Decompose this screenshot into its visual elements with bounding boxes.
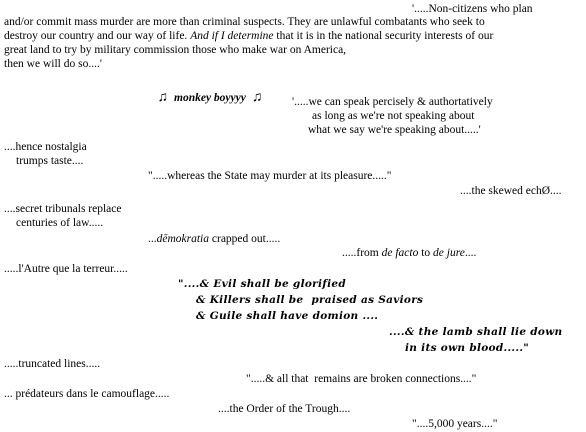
quote-line-3-end: that it is in the national security interests of our (273, 30, 494, 42)
line-demokratia (148, 233, 280, 246)
quote-line-3-start: destroy our country and our way of life. (4, 30, 191, 42)
line-de-facto (342, 247, 476, 260)
gothic-line-5: in its own blood....." (405, 342, 530, 354)
de-jure-word: de jure (433, 247, 465, 259)
gothic-line-4: ....& the lamb shall lie down (389, 326, 563, 338)
demokratia-word: dēmokratia (156, 233, 210, 245)
line-lautre: .....l'Autre que la terreur..... (4, 263, 128, 275)
line-secret-tribunals: ....secret tribunals replace (4, 203, 122, 215)
line-skewed-echo: ....the skewed echØ.... (460, 185, 562, 197)
demokratia-prefix: ... (148, 233, 157, 245)
line-order-of-trough: ....the Order of the Trough.... (218, 403, 351, 415)
gothic-line-3: & Guile shall have domion .... (196, 310, 379, 322)
monkey-line (146, 78, 262, 118)
quote-line-5: then we will do so....' (4, 58, 102, 70)
de-facto-word: de facto (381, 247, 419, 259)
quote-emphasis: And if I determine (190, 30, 274, 42)
line-speak-precisely: '.....we can speak percisely & authortatively (292, 96, 493, 108)
quote-line-4: great land to try by military commission those who make war on America, (4, 44, 347, 56)
gothic-line-1: "....& Evil shall be glorified (178, 278, 347, 290)
line-nostalgia: ....hence nostalgia (4, 141, 87, 153)
monkey-text: monkey boyyyy (174, 92, 246, 104)
gothic-line-2: & Killers shall be praised as Saviors (196, 294, 424, 306)
line-5000-years: "....5,000 years...." (412, 418, 498, 430)
line-centuries-of-law: centuries of law..... (16, 217, 104, 229)
line-broken-connections: ".....& all that remains are broken connections...." (246, 373, 477, 385)
de-facto-prefix: .....from (342, 247, 382, 259)
line-trumps-taste: trumps taste.... (16, 155, 84, 167)
quote-line-3 (4, 30, 493, 43)
line-what-we-say: what we say we're speaking about.....' (308, 124, 481, 136)
de-facto-to: to (418, 247, 434, 259)
line-not-speaking: as long as we're not speaking about (312, 110, 475, 122)
music-note-icon: ♫ (157, 90, 168, 105)
demokratia-suffix: crapped out..... (209, 233, 281, 245)
line-predateurs: ... prédateurs dans le camouflage..... (4, 388, 170, 400)
quote-line-1: '.....Non-citizens who plan (412, 3, 533, 15)
line-state-murder: ".....whereas the State may murder at its pleasure....." (148, 170, 392, 182)
de-jure-suffix: .... (464, 247, 477, 259)
quote-line-2: and/or commit mass murder are more than criminal suspects. They are unlawful combatants who seek to (4, 16, 485, 28)
line-truncated: .....truncated lines..... (4, 358, 101, 370)
music-note-icon: ♫ (251, 90, 263, 105)
